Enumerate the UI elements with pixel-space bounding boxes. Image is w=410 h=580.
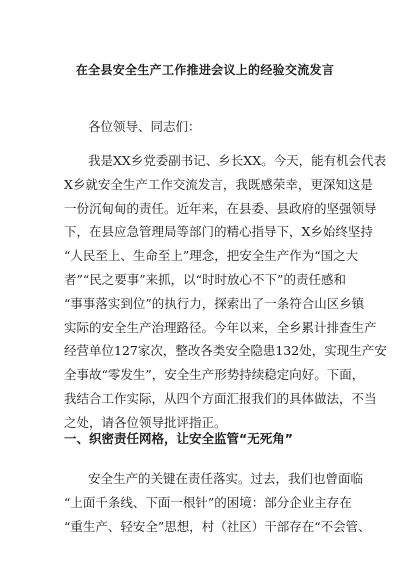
- intro-paragraph: [64, 149, 387, 435]
- section-heading: 一、织密责任网格，让安全监管“无死角”: [64, 431, 293, 446]
- text-line: 下，在县应急管理局等部门的精心指导下，X乡始终坚持: [64, 224, 373, 240]
- salutation: 各位领导、同志们：: [88, 119, 201, 134]
- text-line: 我结合工作实际，从四个方面汇报我们的具体做法，不当: [64, 390, 377, 406]
- text-line: “人民至上、生命至上”理念，把安全生产作为“国之大: [64, 248, 359, 264]
- text-line: 实际的安全生产治理路径。今年以来，全乡累计排查生产: [64, 319, 377, 335]
- text-line: X乡就安全生产工作交流发言，我既感荣幸，更深知这是: [64, 176, 373, 192]
- text-line: 一份沉甸甸的责任。近年来，在县委、县政府的坚强领导: [64, 200, 377, 216]
- text-line: 全事故“零发生”，安全生产形势持续稳定向好。下面，: [64, 367, 365, 383]
- text-line: 之处，请各位领导批评指正。: [64, 414, 227, 430]
- text-line: 经营单位127家次，整改各类安全隐患132处，实现生产安: [64, 343, 387, 359]
- text-line: “重生产、轻安全”思想，村（社区）干部存在“不会管、: [64, 518, 371, 534]
- text-line: “事事落实到位”的执行力，探索出了一条符合山区乡镇: [64, 295, 365, 311]
- text-line: 者”“民之要事”来抓，以“时时放心不下”的责任感和: [64, 271, 346, 287]
- text-line: 安全生产的关键在责任落实。过去，我们也曾面临: [88, 471, 364, 486]
- document-title: 在全县安全生产工作推进会议上的经验交流发言: [75, 63, 335, 77]
- section-paragraph: [64, 467, 371, 538]
- text-line: 我是XX乡党委副书记、乡长XX。今天，能有机会代表: [88, 153, 387, 168]
- text-line: “上面千条线、下面一根针”的困境：部分企业主存在: [64, 494, 352, 510]
